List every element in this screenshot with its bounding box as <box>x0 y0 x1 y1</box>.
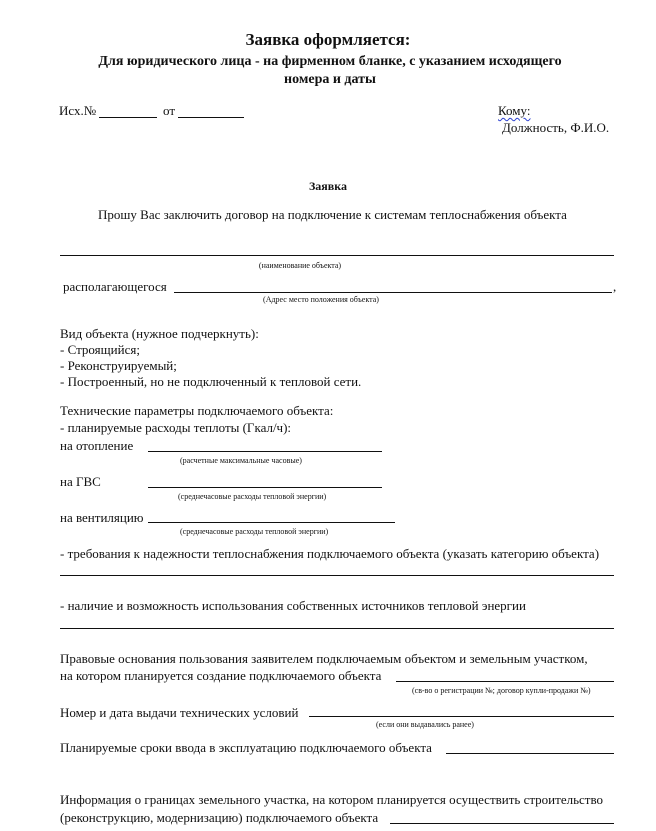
heating-caption: (расчетные максимальные часовые) <box>180 456 302 465</box>
object-type-label: Вид объекта (нужное подчеркнуть): <box>60 326 259 341</box>
date-field[interactable] <box>178 117 244 118</box>
legal-basis-line2: на котором планируется создание подключаемого объекта <box>60 668 382 683</box>
recipient-details: Должность, Ф.И.О. <box>502 120 610 135</box>
land-info-field[interactable] <box>390 823 614 824</box>
application-heading: Заявка <box>308 179 348 193</box>
ventilation-caption: (среднечасовые расходы тепловой энергии) <box>180 527 329 536</box>
heat-loads-label: - планируемые расходы теплоты (Гкал/ч): <box>60 420 292 435</box>
address-caption: (Адрес место положения объекта) <box>263 295 379 304</box>
reliability-label: - требования к надежности теплоснабжения подключаемого объекта (указать категорию объекта) <box>60 546 600 561</box>
address-field[interactable] <box>174 292 612 293</box>
object-name-caption: (наименование объекта) <box>258 261 342 270</box>
form-subtitle-line2: номера и даты <box>284 72 376 87</box>
outgoing-number-label: Исх.№ <box>59 103 97 118</box>
commissioning-field[interactable] <box>446 753 614 754</box>
form-title: Заявка оформляется: <box>245 30 411 49</box>
legal-basis-field[interactable] <box>396 681 614 682</box>
hot-water-field[interactable] <box>148 487 382 488</box>
legal-basis-caption: (св-во о регистрации №; договор купли-продажи №) <box>412 686 591 695</box>
tech-conditions-label: Номер и дата выдачи технических условий <box>60 705 299 720</box>
tech-params-label: Технические параметры подключаемого объекта: <box>60 403 334 418</box>
legal-basis-line1: Правовые основания пользования заявителем подключаемым объектом и земельным участком, <box>60 651 588 666</box>
land-info-line1: Информация о границах земельного участка, на котором планируется осуществить строительство <box>60 792 604 807</box>
commissioning-label: Планируемые сроки ввода в эксплуатацию подключаемого объекта <box>60 740 432 755</box>
located-label: располагающегося <box>63 279 167 294</box>
form-subtitle-line1: Для юридического лица - на фирменном бланке, с указанием исходящего <box>98 54 562 69</box>
date-label: от <box>163 103 176 118</box>
heating-field[interactable] <box>148 451 382 452</box>
outgoing-number-field[interactable] <box>99 117 157 118</box>
object-type-option[interactable]: - Реконструируемый; <box>60 358 177 373</box>
tech-conditions-caption: (если они выдавались ранее) <box>376 720 474 729</box>
ventilation-field[interactable] <box>148 522 395 523</box>
tech-conditions-field[interactable] <box>309 716 614 717</box>
hot-water-caption: (среднечасовые расходы тепловой энергии) <box>178 492 327 501</box>
own-sources-field[interactable] <box>60 628 614 629</box>
land-info-line2: (реконструкцию, модернизацию) подключаемого объекта <box>60 810 379 825</box>
ventilation-label: на вентиляцию <box>60 510 144 525</box>
object-type-option[interactable]: - Построенный, но не подключенный к тепловой сети. <box>60 374 362 389</box>
own-sources-label: - наличие и возможность использования собственных источников тепловой энергии <box>60 598 526 613</box>
request-text: Прошу Вас заключить договор на подключение к системам теплоснабжения объекта <box>98 207 567 222</box>
hot-water-label: на ГВС <box>60 474 101 489</box>
located-comma: , <box>613 279 617 294</box>
recipient-label: Кому: <box>498 103 531 118</box>
reliability-field[interactable] <box>60 575 614 576</box>
object-type-option[interactable]: - Строящийся; <box>60 342 140 357</box>
object-name-field[interactable] <box>60 255 614 256</box>
heating-label: на отопление <box>60 438 134 453</box>
